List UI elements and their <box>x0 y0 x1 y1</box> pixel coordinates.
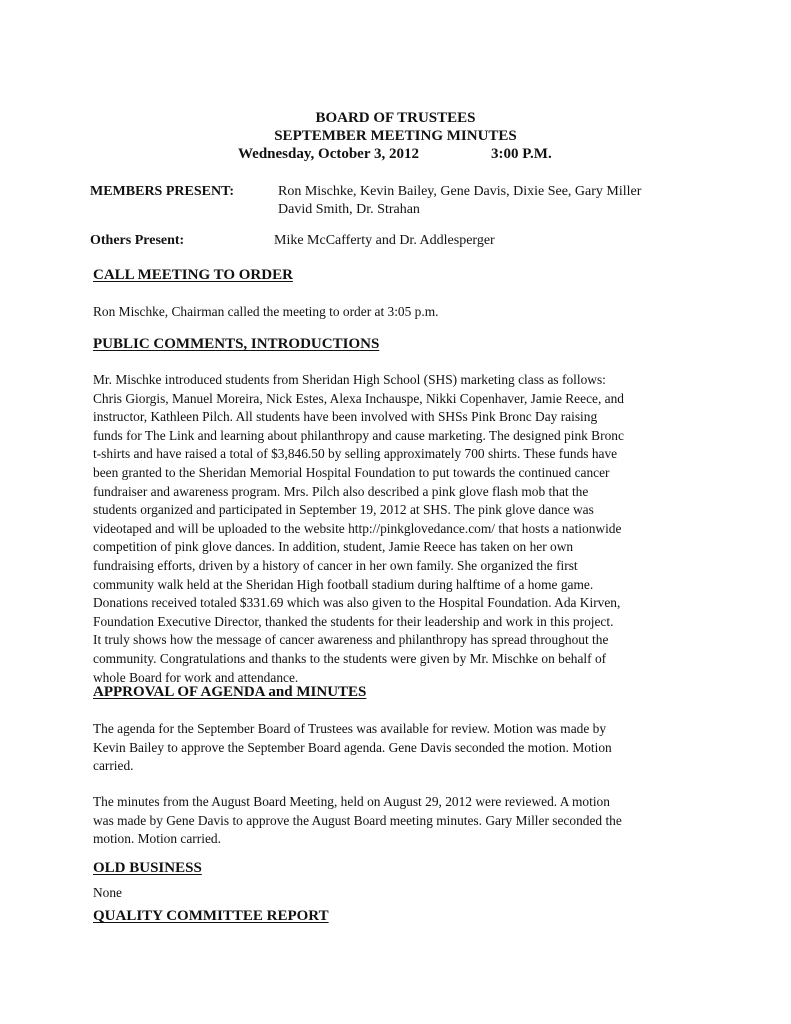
old-business-heading: OLD BUSINESS <box>93 860 202 876</box>
paragraph-line: Mr. Mischke introduced students from Sheridan High School (SHS) marketing class as follows: <box>93 372 606 387</box>
paragraph-line: Foundation Executive Director, thanked the students for their leadership and work in this project. <box>93 613 614 629</box>
title-minutes: SEPTEMBER MEETING MINUTES <box>274 128 517 144</box>
paragraph-line: students organized and participated in September 19, 2012 at SHS. The pink glove dance was <box>93 502 594 518</box>
old-business-line: None <box>93 885 123 900</box>
paragraph-line: instructor, Kathleen Pilch. All students have been involved with SHSs Pink Bronc Day raising <box>93 409 598 425</box>
quality-committee-heading: QUALITY COMMITTEE REPORT <box>93 908 329 924</box>
approval-paragraph-1 <box>93 720 703 776</box>
public-comments-paragraph <box>93 371 703 687</box>
paragraph-line: carried. <box>93 758 134 774</box>
paragraph-line: fundraising efforts, driven by a history of cancer in her own family. She organized the first <box>93 557 578 573</box>
paragraph-line: competition of pink glove dances. In addition, student, Jamie Reece has taken on her own <box>93 539 574 555</box>
paragraph-line: whole Board for work and attendance. <box>93 669 299 685</box>
members-present-label: MEMBERS PRESENT: <box>90 184 235 199</box>
paragraph-line: It truly shows how the message of cancer awareness and philanthropy has spread throughout the <box>93 632 609 648</box>
approval-heading: APPROVAL OF AGENDA and MINUTES <box>93 684 367 700</box>
paragraph-line: was made by Gene Davis to approve the August Board meeting minutes. Gary Miller seconded the <box>93 812 622 828</box>
paragraph-line: motion. Motion carried. <box>93 831 221 847</box>
members-present-line1: Ron Mischke, Kevin Bailey, Gene Davis, Dixie See, Gary Miller <box>278 184 642 199</box>
paragraph-line: community walk held at the Sheridan High football stadium during halftime of a home game. <box>93 576 594 592</box>
paragraph-line: The agenda for the September Board of Trustees was available for review. Motion was made by <box>93 721 607 736</box>
others-present-value: Mike McCafferty and Dr. Addlesperger <box>274 233 495 248</box>
paragraph-line: fundraiser and awareness program. Mrs. Pilch also described a pink glove flash mob that the <box>93 483 589 499</box>
paragraph-line: videotaped and will be uploaded to the website http://pinkglovedance.com/ that hosts a nationwide <box>93 520 622 536</box>
paragraph-line: Kevin Bailey to approve the September Board agenda. Gene Davis seconded the motion. Motion <box>93 739 612 755</box>
approval-paragraph-2 <box>93 793 703 849</box>
call-to-order-line: Ron Mischke, Chairman called the meeting to order at 3:05 p.m. <box>93 304 439 319</box>
call-to-order-text <box>93 303 703 322</box>
paragraph-line: funds for The Link and learning about philanthropy and cause marketing. The designed pink Bronc <box>93 427 624 443</box>
others-present-label: Others Present: <box>90 233 185 248</box>
meeting-time: 3:00 P.M. <box>491 146 552 162</box>
public-comments-heading: PUBLIC COMMENTS, INTRODUCTIONS <box>93 336 380 352</box>
meeting-date: Wednesday, October 3, 2012 <box>238 146 419 162</box>
old-business-text <box>93 884 703 903</box>
paragraph-line: community. Congratulations and thanks to the students were given by Mr. Mischke on behalf of <box>93 650 607 666</box>
paragraph-line: The minutes from the August Board Meeting, held on August 29, 2012 were reviewed. A motion <box>93 794 610 809</box>
paragraph-line: Chris Giorgis, Manuel Moreira, Nick Estes, Alexa Inchauspe, Nikki Copenhaver, Jamie Reece, and <box>93 390 624 406</box>
title-board: BOARD OF TRUSTEES <box>315 110 476 126</box>
paragraph-line: been granted to the Sheridan Memorial Hospital Foundation to put towards the continued cancer <box>93 464 610 480</box>
paragraph-line: t-shirts and have raised a total of $3,846.50 by selling approximately 700 shirts. These funds have <box>93 446 618 462</box>
call-to-order-heading: CALL MEETING TO ORDER <box>93 267 293 283</box>
meeting-date-row <box>238 146 552 163</box>
document-title <box>0 109 791 145</box>
members-present-line2: David Smith, Dr. Strahan <box>278 202 420 217</box>
paragraph-line: Donations received totaled $331.69 which was also given to the Hospital Foundation. Ada Kirven, <box>93 595 621 611</box>
